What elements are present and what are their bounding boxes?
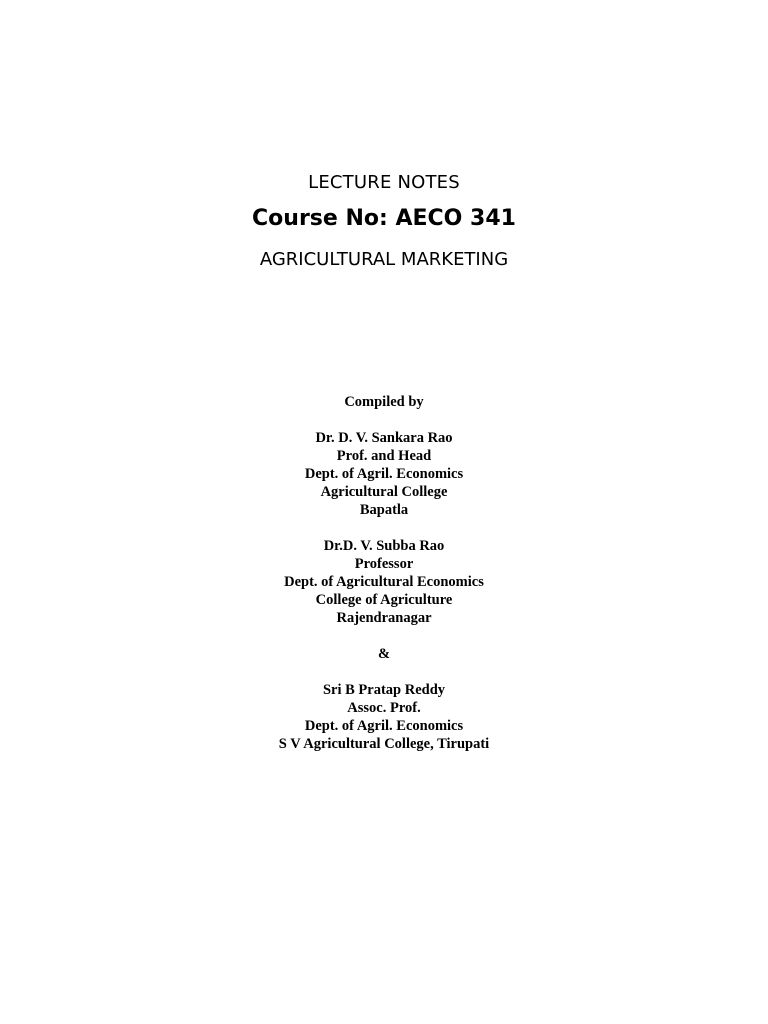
author-department: Dept. of Agril. Economics (304, 466, 464, 482)
author-designation: Prof. and Head (336, 448, 432, 464)
author-entry-3 (0, 681, 768, 753)
document-label: LECTURE NOTES (308, 172, 460, 193)
author-designation: Assoc. Prof. (347, 700, 421, 716)
author-location: Bapatla (359, 502, 409, 518)
author-name: Dr. D. V. Sankara Rao (315, 430, 453, 446)
author-entry-2 (0, 537, 768, 627)
author-institution: College of Agriculture (315, 592, 453, 608)
spacer (0, 519, 768, 537)
course-number: Course No: AECO 341 (252, 206, 516, 231)
credits-block (0, 393, 768, 753)
spacer (0, 627, 768, 645)
author-entry-1 (0, 429, 768, 519)
author-department: Dept. of Agril. Economics (304, 718, 464, 734)
ampersand: & (377, 646, 391, 662)
author-institution: S V Agricultural College, Tirupati (278, 736, 490, 752)
author-name: Sri B Pratap Reddy (322, 682, 446, 698)
author-designation: Professor (354, 556, 414, 572)
author-location: Rajendranagar (336, 610, 432, 626)
compiled-by-label: Compiled by (344, 394, 424, 410)
course-title: AGRICULTURAL MARKETING (259, 249, 509, 270)
author-name: Dr.D. V. Subba Rao (323, 538, 445, 554)
author-department: Dept. of Agricultural Economics (284, 574, 484, 590)
author-institution: Agricultural College (320, 484, 448, 500)
spacer (0, 663, 768, 681)
spacer (0, 411, 768, 429)
